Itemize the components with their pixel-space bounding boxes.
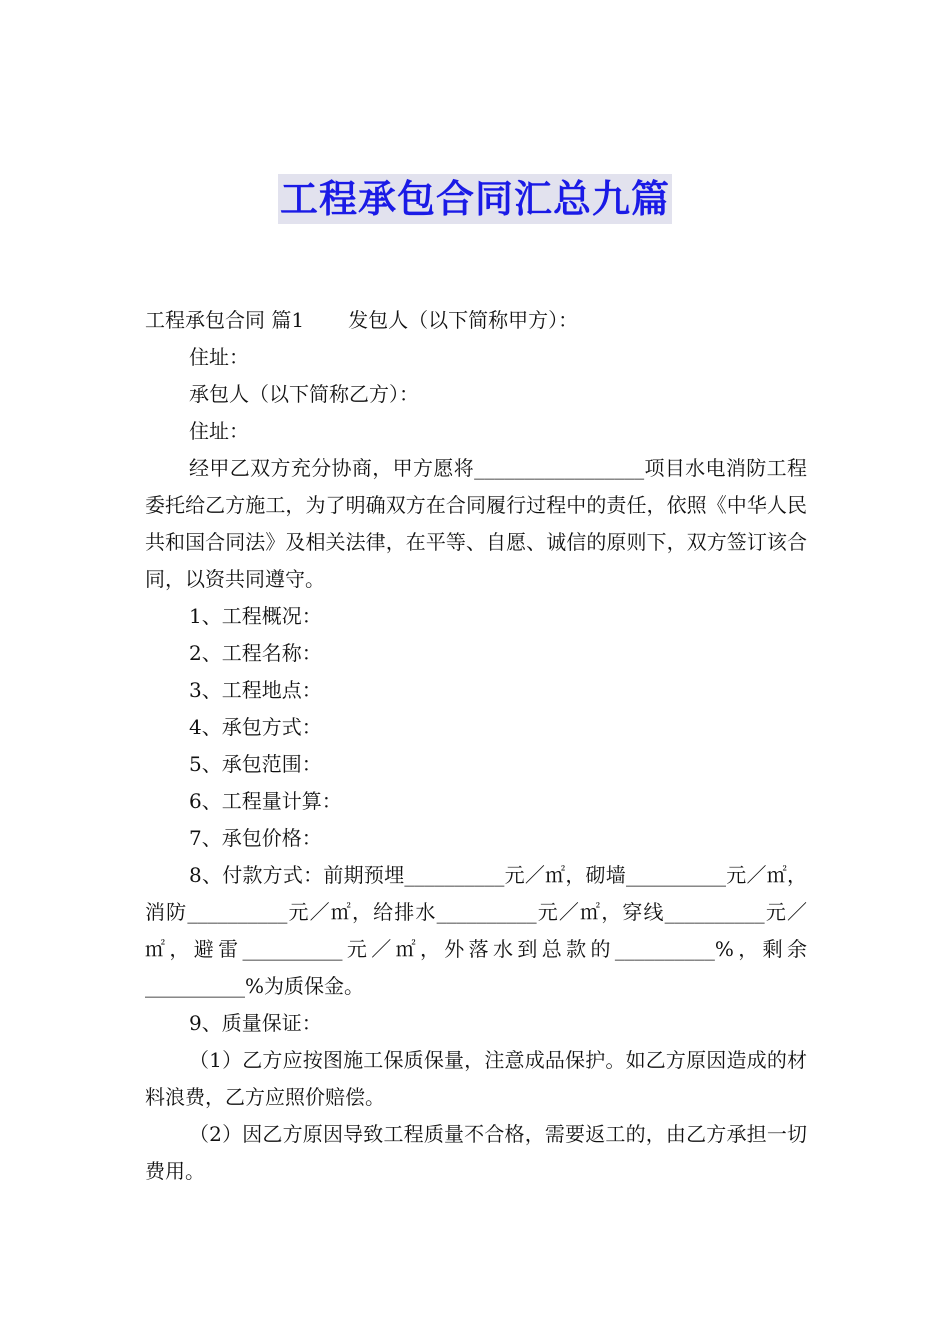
paragraph: 9、质量保证： [189,1011,322,1035]
party-a-label: 发包人（以下简称甲方）： [348,308,579,332]
paragraph: 住址： [189,419,249,443]
paragraph: 4、承包方式： [189,715,322,739]
paragraph: 8、付款方式：前期预埋__________元／㎡，砌墙__________元／㎡，消防__________元／㎡，给排水__________元／㎡，穿线__________元／㎡，避雷__________元／㎡，外落水到总款的__________%，剩余__________%为质保金。 [145,863,807,998]
contract-heading-line [145,302,807,339]
paragraph: 3、工程地点： [189,678,322,702]
paragraph: 7、承包价格： [189,826,322,850]
paragraph: （1）乙方应按图施工保质保量，注意成品保护。如乙方原因造成的材料浪费，乙方应照价赔偿。 [145,1048,807,1109]
paragraph: 经甲乙双方充分协商，甲方愿将_________________项目水电消防工程委托给乙方施工，为了明确双方在合同履行过程中的责任，依照《中华人民共和国合同法》及相关法律，在平等、自愿、诚信的原则下，双方签订该合同，以资共同遵守。 [145,456,807,591]
contract-heading: 工程承包合同 篇1 [145,308,305,332]
paragraph: （2）因乙方原因导致工程质量不合格，需要返工的，由乙方承担一切费用。 [145,1122,807,1183]
paragraph: 1、工程概况： [189,604,322,628]
document-body [145,302,807,1190]
paragraph: 2、工程名称： [189,641,322,665]
paragraph: 住址： [189,345,249,369]
title-container [0,174,950,224]
paragraph: 6、工程量计算： [189,789,342,813]
document-title: 工程承包合同汇总九篇 [278,174,672,224]
paragraph: 承包人（以下简称乙方）： [189,382,419,406]
paragraph: 5、承包范围： [189,752,322,776]
